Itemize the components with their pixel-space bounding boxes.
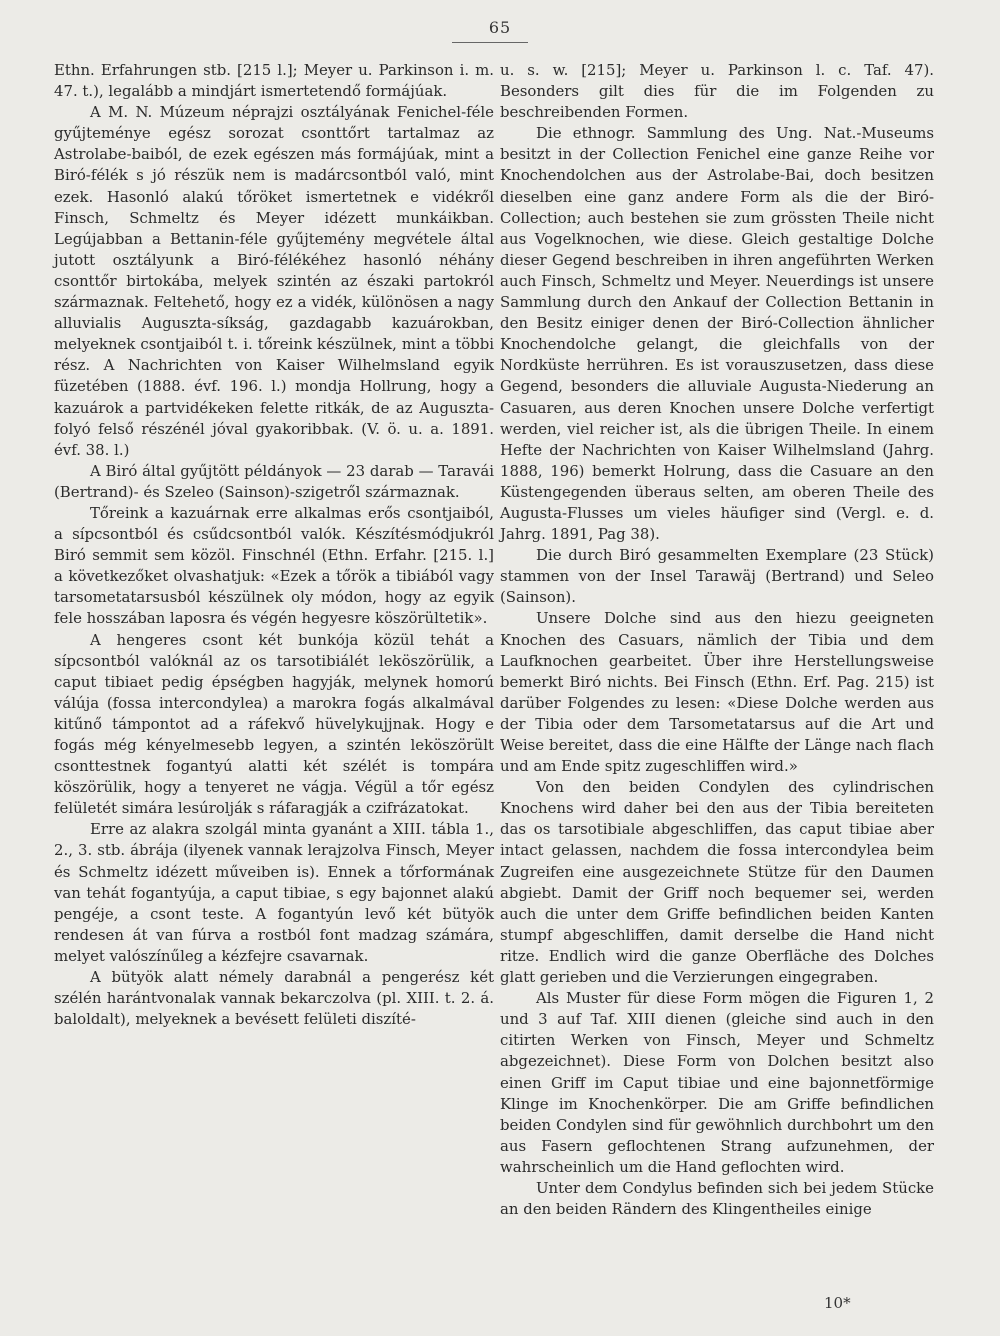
printer-signature: 10* xyxy=(824,1294,851,1312)
right-column-german xyxy=(500,60,934,1220)
page-number-rule xyxy=(452,42,528,43)
paragraph: A Biró által gyűjtött példányok — 23 darab — Taravái (Bertrand)- és Szeleo (Sainson)-szigetről származnak. xyxy=(54,461,494,501)
page-number: 65 xyxy=(488,18,512,37)
paragraph: Als Muster für diese Form mögen die Figuren 1, 2 und 3 auf Taf. XIII dienen (gleiche sind auch in den citirten Werken von Finsch, Meyer und Schmeltz abgezeichnet). Diese Form von Dolchen besitzt also einen Griff im Caput tibiae und eine bajonnetförmige Klinge im Knochenkörper. Die am Griffe befindlichen beiden Condylen sind für gewöhnlich durchbohrt um den aus Fasern geflochtenen Strang aufzunehmen, der wahrscheinlich um die Hand geflochten wird. xyxy=(500,989,934,1176)
paragraph: A hengeres csont két bunkója közül tehát a sípcsontból valóknál az os tarsotibiálét leköszörülik, a caput tibiaet pedig épségben hagyják, melynek homorú válúja (fossa intercondylea) a marokra fogás alkalmával kitűnő támpontot ad a ráfekvő hüvelykujjnak. Hogy e fogás még kényelmesebb legyen, a szintén leköszörült csonttestnek fogantyú alatti két szélét is tompára köszörülik, hogy a tenyeret ne vágja. Végül a tőr egész felületét simára lesúrolják s ráfaragják a czifrázatokat. xyxy=(54,630,494,818)
paragraph: Ethn. Erfahrungen stb. [215 l.]; Meyer u. Parkinson i. m. 47. t.), legalább a mindjárt ismertetendő formájúak. xyxy=(54,61,494,101)
paragraph: A bütyök alatt némely darabnál a pengerész két szélén harántvonalak vannak bekarczolva (pl. XIII. t. 2. á. baloldalt), melyeknek a bevésett felületi diszíté- xyxy=(54,968,494,1029)
paragraph: Unsere Dolche sind aus den hiezu geeigneten Knochen des Casuars, nämlich der Tibia und dem Laufknochen gearbeitet. Über ihre Herstellungsweise bemerkt Biró nichts. Bei Finsch (Ethn. Erf. Pag. 215) ist darüber Folgendes zu lesen: «Diese Dolche werden aus der Tibia oder dem Tarsometatarsus auf die Art und Weise bereitet, dass die eine Hälfte der Länge nach flach und am Ende spitz zugeschliffen wird.» xyxy=(500,609,934,776)
paragraph: Von den beiden Condylen des cylindrischen Knochens wird daher bei den aus der Tibia bereiteten das os tarsotibiale abgeschliffen, das caput tibiae aber intact gelassen, nachdem die fossa intercondylea beim Zugreifen eine ausgezeichnete Stütze für den Daumen abgiebt. Damit der Griff noch bequemer sei, werden auch die unter dem Griffe befindlichen beiden Kanten stumpf abgeschliffen, damit derselbe die Hand nicht ritze. Endlich wird die ganze Oberfläche des Dolches glatt gerieben und die Verzierungen eingegraben. xyxy=(500,778,934,987)
paragraph: u. s. w. [215]; Meyer u. Parkinson l. c. Taf. 47). Besonders gilt dies für die im Folgenden zu beschreibenden Formen. xyxy=(500,61,934,122)
paragraph: Tőreink a kazuárnak erre alkalmas erős csontjaiból, a sípcsontból és csűdcsontból valók. Készítésmódjukról Biró semmit sem közöl. Finschnél (Ethn. Erfahr. [215. l.] a következőket olvashatjuk: «Ezek a tőrök a tibiából vagy tarsometatarsusból készülnek oly módon, hogy az egyik fele hosszában laposra és végén hegyesre köszörültetik». xyxy=(54,503,494,628)
paragraph: A M. N. Múzeum néprajzi osztályának Fenichel-féle gyűjteménye egész sorozat csonttőrt tartalmaz az Astrolabe-baiból, de ezek egészen más formájúak, mint a Biró-félék s jó részük nem is madárcsontból való, mint ezek. Hasonló alakú tőröket ismertetnek e vidékről Finsch, Schmeltz és Meyer idézett munkáikban. Legújabban a Bettanin-féle gyűjtemény megvétele által jutott osztályunk a Biró-félékéhez hasonló néhány csonttőr birtokába, melyek szintén az északi partokról származnak. Feltehető, hogy ez a vidék, különösen a nagy alluvialis Auguszta-síkság, gazdagabb kazuárokban, melyeknek csontjaiból t. i. tőreink készülnek, mint a többi rész. A Nachrichten von Kaiser Wilhelmsland egyik füzetében (1888. évf. 196. l.) mondja Hollrung, hogy a kazuárok a partvidékeken felette ritkák, de az Auguszta-folyó felső részénél jóval gyakoribbak. (V. ö. u. a. 1891. évf. 38. l.) xyxy=(54,103,494,459)
paragraph: Die ethnogr. Sammlung des Ung. Nat.-Museums besitzt in der Collection Fenichel eine ganze Reihe vor Knochendolchen aus der Astrolabe-Bai, doch besitzen dieselben eine ganz andere Form als die der Biró-Collection; auch bestehen sie zum grössten Theile nicht aus Vogelknochen, wie diese. Gleich gestaltige Dolche dieser Gegend beschreiben in ihren angeführten Werken auch Finsch, Schmeltz und Meyer. Neuerdings ist unsere Sammlung durch den Ankauf der Collection Bettanin in den Besitz einiger denen der Biró-Collection ähnlicher Knochendolche gelangt, die gleichfalls von der Nordküste herrühren. Es ist vorauszusetzen, dass diese Gegend, besonders die alluviale Augusta-Niederung an Casuaren, aus deren Knochen unsere Dolche verfertigt werden, viel reicher ist, als die übrigen Theile. In einem Hefte der Nachrichten von Kaiser Wilhelmsland (Jahrg. 1888, 196) bemerkt Holrung, dass die Casuare an den Küstengegenden überaus selten, am oberen Theile des Augusta-Flusses um vieles häufiger sind (Vergl. e. d. Jahrg. 1891, Pag 38). xyxy=(500,124,934,544)
left-column-hungarian xyxy=(54,60,494,1030)
paragraph: Die durch Biró gesammelten Exemplare (23 Stück) stammen von der Insel Tarawäj (Bertrand) und Seleo (Sainson). xyxy=(500,546,934,607)
paragraph: Erre az alakra szolgál minta gyanánt a XIII. tábla 1., 2., 3. stb. ábrája (ilyenek vannak lerajzolva Finsch, Meyer és Schmeltz idézett műveiben is). Ennek a tőrformának van tehát fogantyúja, a caput tibiae, s egy bajonnet alakú pengéje, a csont teste. A fogantyún levő két bütyök rendesen át van fúrva a rostból font madzag számára, melyet valószínűleg a kézfejre csavarnak. xyxy=(54,820,494,965)
paragraph: Unter dem Condylus befinden sich bei jedem Stücke an den beiden Rändern des Klingentheiles einige xyxy=(500,1178,934,1219)
